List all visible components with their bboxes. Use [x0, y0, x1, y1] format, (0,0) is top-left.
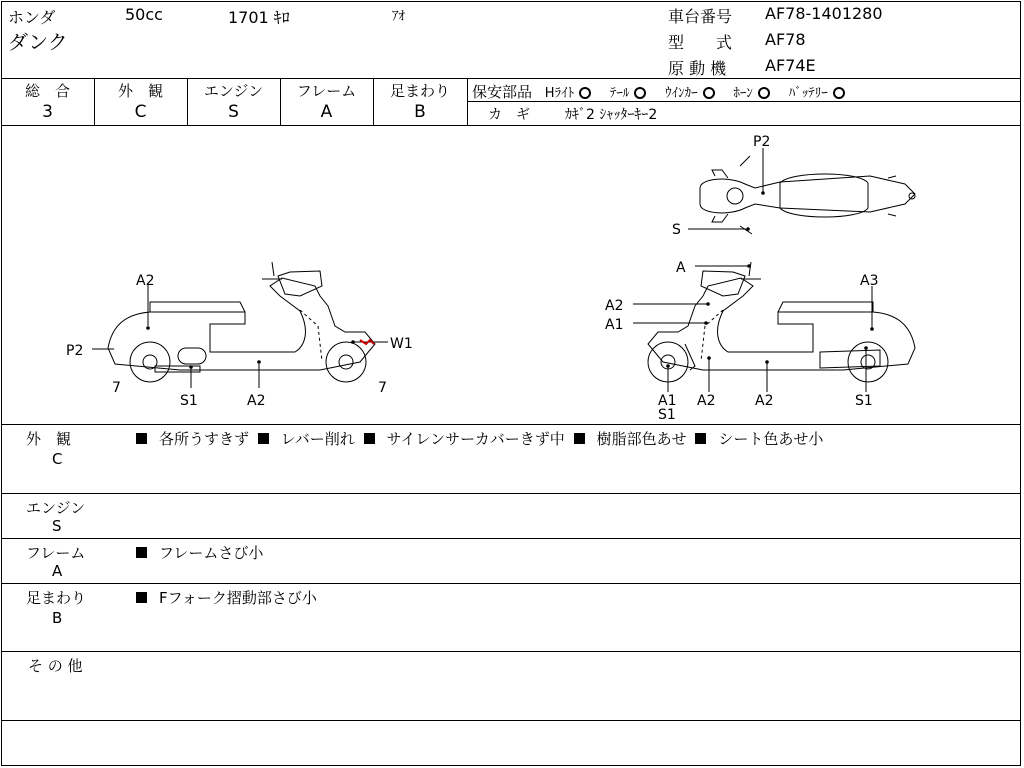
color: ｱｵ — [392, 9, 405, 24]
safety-item-battery: ﾊﾞｯﾃﾘｰ — [788, 86, 828, 101]
mark-label: A2 — [697, 393, 716, 409]
mark-label: A3 — [860, 273, 879, 289]
note-item: 各所うすきず — [159, 430, 250, 448]
bullet-square-icon — [136, 433, 147, 444]
mark-label: S — [672, 222, 681, 238]
note-engine-title: エンジン — [26, 499, 86, 517]
frame-label: 車台番号 — [668, 7, 733, 26]
note-engine-grade: S — [52, 517, 62, 535]
mark-label: P2 — [753, 134, 771, 150]
leader-lines — [92, 148, 872, 392]
note-frame-title: フレーム — [26, 544, 86, 562]
safety-row — [472, 81, 849, 102]
ok-circle-icon — [833, 87, 845, 99]
bullet-square-icon — [258, 433, 269, 444]
mark-label: A2 — [755, 393, 774, 409]
marker-dots — [146, 191, 874, 369]
bullet-square-icon — [364, 433, 375, 444]
grade-suspension-label: 足まわり — [389, 82, 450, 100]
divider — [1, 538, 1021, 539]
safety-item-winker: ｳｲﾝｶｰ — [665, 86, 698, 101]
mark-label: A1 — [658, 393, 677, 409]
scooter-top-view — [700, 156, 915, 234]
bullet-square-icon — [574, 433, 585, 444]
note-other-title: そ の 他 — [28, 657, 83, 675]
grade-exterior-label: 外 観 — [117, 82, 163, 100]
safety-item-tail: ﾃｰﾙ — [609, 86, 630, 101]
safety-item-horn: ﾎｰﾝ — [733, 86, 753, 101]
note-item: フレームさび小 — [159, 544, 264, 562]
divider — [1, 583, 1021, 584]
bullet-square-icon — [695, 433, 706, 444]
note-item: シート色あせ小 — [718, 430, 824, 448]
mark-label: A2 — [605, 298, 624, 314]
frame-number: AF78-1401280 — [765, 4, 883, 23]
note-exterior-grade: C — [52, 450, 63, 468]
maker: ホンダ — [8, 8, 56, 27]
displacement: 50cc — [125, 5, 163, 24]
grade-engine-value: S — [228, 102, 239, 122]
mark-label: 7 — [112, 380, 121, 396]
note-item: サイレンサーカバーきず中 — [386, 430, 565, 448]
engine-label: 原 動 機 — [668, 59, 727, 78]
note-frame-grade: A — [52, 562, 63, 580]
divider — [1, 78, 1021, 79]
mark-label: S1 — [855, 393, 873, 409]
grade-total-value: 3 — [42, 102, 53, 122]
divider — [467, 78, 468, 125]
ok-circle-icon — [703, 87, 715, 99]
mark-label: 7 — [378, 380, 387, 396]
mark-label: S1 — [658, 407, 676, 423]
divider — [1, 424, 1021, 425]
safety-label: 保安部品 — [472, 83, 533, 101]
note-exterior-title: 外 観 — [26, 430, 72, 448]
type-value: AF78 — [765, 30, 806, 49]
ok-circle-icon — [758, 87, 770, 99]
mark-label: P2 — [66, 343, 84, 359]
note-frame-items — [132, 542, 263, 563]
safety-item-headlight: Hﾗｲﾄ — [544, 86, 575, 101]
grade-suspension-value: B — [414, 102, 426, 122]
note-item: 樹脂部色あせ — [596, 430, 687, 448]
mark-label: A2 — [247, 393, 266, 409]
damage-diagram — [0, 126, 1024, 424]
note-suspension-grade: B — [52, 609, 63, 627]
note-suspension-title: 足まわり — [26, 589, 87, 607]
engine-value: AF74E — [765, 56, 816, 75]
bullet-square-icon — [136, 547, 147, 558]
grade-frame-label: フレーム — [296, 82, 357, 100]
damage-mark — [360, 340, 374, 344]
divider — [1, 720, 1021, 721]
mark-label: A — [676, 260, 686, 276]
note-item: Fフォーク摺動部さび小 — [159, 589, 317, 607]
grade-exterior-value: C — [134, 102, 147, 122]
mark-label: S1 — [180, 393, 198, 409]
type-label: 型 式 — [668, 33, 733, 52]
mark-label: W1 — [390, 336, 413, 352]
grade-total-label: 総 合 — [24, 82, 70, 100]
ok-circle-icon — [579, 87, 591, 99]
note-exterior-items — [132, 428, 823, 449]
bullet-square-icon — [136, 592, 147, 603]
grade-engine-label: エンジン — [203, 82, 264, 100]
mark-label: A1 — [605, 317, 624, 333]
divider — [1, 651, 1021, 652]
mark-label: A2 — [136, 273, 155, 289]
model-name: ダンク — [8, 30, 68, 54]
key-label: カ ギ — [488, 107, 530, 123]
note-item: レバー削れ — [280, 430, 355, 448]
note-suspension-items — [132, 587, 317, 608]
divider — [1, 493, 1021, 494]
key-value: ｶｷﾞ2 ｼｬｯﾀｰｷｰ2 — [565, 107, 658, 123]
grade-frame-value: A — [320, 102, 333, 122]
mileage: 1701 ｷﾛ — [228, 8, 290, 27]
ok-circle-icon — [634, 87, 646, 99]
